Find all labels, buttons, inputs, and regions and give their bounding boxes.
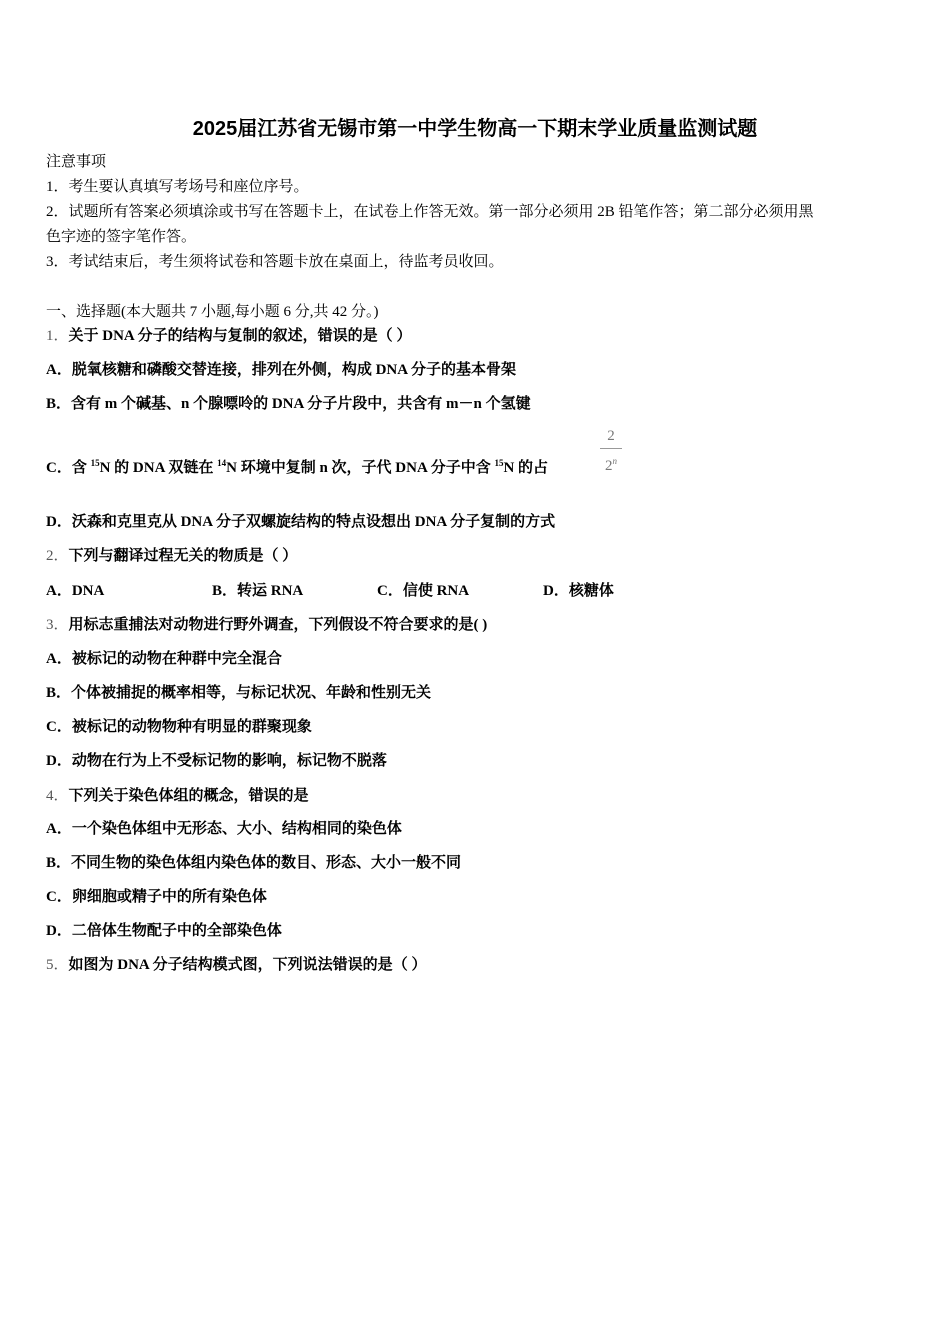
question-1-option-c — [46, 453, 548, 478]
fraction-bar — [600, 448, 622, 449]
option-c-superscript-1: 15 — [90, 458, 100, 468]
question-3-text: 用标志重捕法对动物进行野外调查，下列假设不符合要求的是( ) — [68, 617, 488, 633]
question-4-number: 4． — [46, 788, 69, 804]
question-4-text: 下列关于染色体组的概念，错误的是 — [68, 788, 309, 804]
question-1-option-a: A．脱氧核糖和磷酸交替连接，排列在外侧，构成 DNA 分子的基本骨架 — [46, 362, 517, 378]
option-c-superscript-2: 14 — [217, 458, 227, 468]
question-5-text: 如图为 DNA 分子结构模式图，下列说法错误的是（ ） — [68, 957, 427, 973]
question-5-stem — [46, 955, 426, 975]
question-4-option-c: C．卵细胞或精子中的所有染色体 — [46, 889, 267, 905]
notice-item-3: 3．考试结束后，考生须将试卷和答题卡放在桌面上，待监考员收回。 — [46, 254, 504, 270]
option-c-superscript-3: 15 — [494, 458, 504, 468]
question-2-option-d: D．核糖体 — [543, 583, 614, 599]
question-2-option-b: B．转运 RNA — [212, 583, 304, 599]
notice-item-1: 1．考生要认真填写考场号和座位序号。 — [46, 179, 309, 195]
option-c-part-1: C．含 — [46, 460, 91, 476]
question-3-number: 3． — [46, 617, 69, 633]
question-3-option-c: C．被标记的动物物种有明显的群聚现象 — [46, 719, 312, 735]
option-c-part-2: N 的 DNA 双链在 — [99, 460, 218, 476]
fraction-denominator — [605, 458, 617, 474]
question-2-stem — [46, 546, 297, 566]
question-2-number: 2． — [46, 548, 69, 564]
fraction-denominator-base: 2 — [605, 458, 613, 474]
fraction-formula — [598, 426, 624, 476]
question-1-option-d: D．沃森和克里克从 DNA 分子双螺旋结构的特点设想出 DNA 分子复制的方式 — [46, 514, 556, 530]
question-3-option-a: A．被标记的动物在种群中完全混合 — [46, 651, 282, 667]
section-heading: 一、选择题(本大题共 7 小题,每小题 6 分,共 42 分。) — [46, 304, 379, 320]
fraction-denominator-exponent: n — [612, 456, 617, 466]
question-1-text: 关于 DNA 分子的结构与复制的叙述，错误的是（ ） — [68, 328, 412, 344]
question-2-text: 下列与翻译过程无关的物质是（ ） — [68, 548, 298, 564]
question-2-option-a: A．DNA — [46, 583, 105, 599]
notice-item-2b: 色字迹的签字笔作答。 — [46, 229, 197, 245]
notice-heading: 注意事项 — [46, 154, 107, 170]
page-title: 2025届江苏省无锡市第一中学生物高一下期末学业质量监测试题 — [192, 118, 758, 140]
question-1-stem — [46, 326, 411, 346]
question-1-option-b: B．含有 m 个碱基、n 个腺嘌呤的 DNA 分子片段中，共含有 m－n 个氢键 — [46, 396, 531, 412]
option-c-part-4: N 的占 — [503, 460, 549, 476]
question-3-option-d: D．动物在行为上不受标记物的影响，标记物不脱落 — [46, 753, 387, 769]
question-2-option-c: C．信使 RNA — [377, 583, 470, 599]
question-4-option-b: B．不同生物的染色体组内染色体的数目、形态、大小一般不同 — [46, 855, 462, 871]
fraction-numerator: 2 — [607, 428, 615, 444]
question-5-number: 5． — [46, 957, 69, 973]
question-4-option-d: D．二倍体生物配子中的全部染色体 — [46, 923, 282, 939]
option-c-part-3: N 环境中复制 n 次，子代 DNA 分子中含 — [226, 460, 495, 476]
question-3-stem — [46, 615, 487, 635]
notice-item-2a: 2．试题所有答案必须填涂或书写在答题卡上，在试卷上作答无效。第一部分必须用 2B 铅笔作答；第二部分必须用黑 — [46, 204, 814, 220]
question-4-stem — [46, 786, 309, 806]
question-4-option-a: A．一个染色体组中无形态、大小、结构相同的染色体 — [46, 821, 402, 837]
question-3-option-b: B．个体被捕捉的概率相等，与标记状况、年龄和性别无关 — [46, 685, 432, 701]
question-1-number: 1． — [46, 328, 69, 344]
